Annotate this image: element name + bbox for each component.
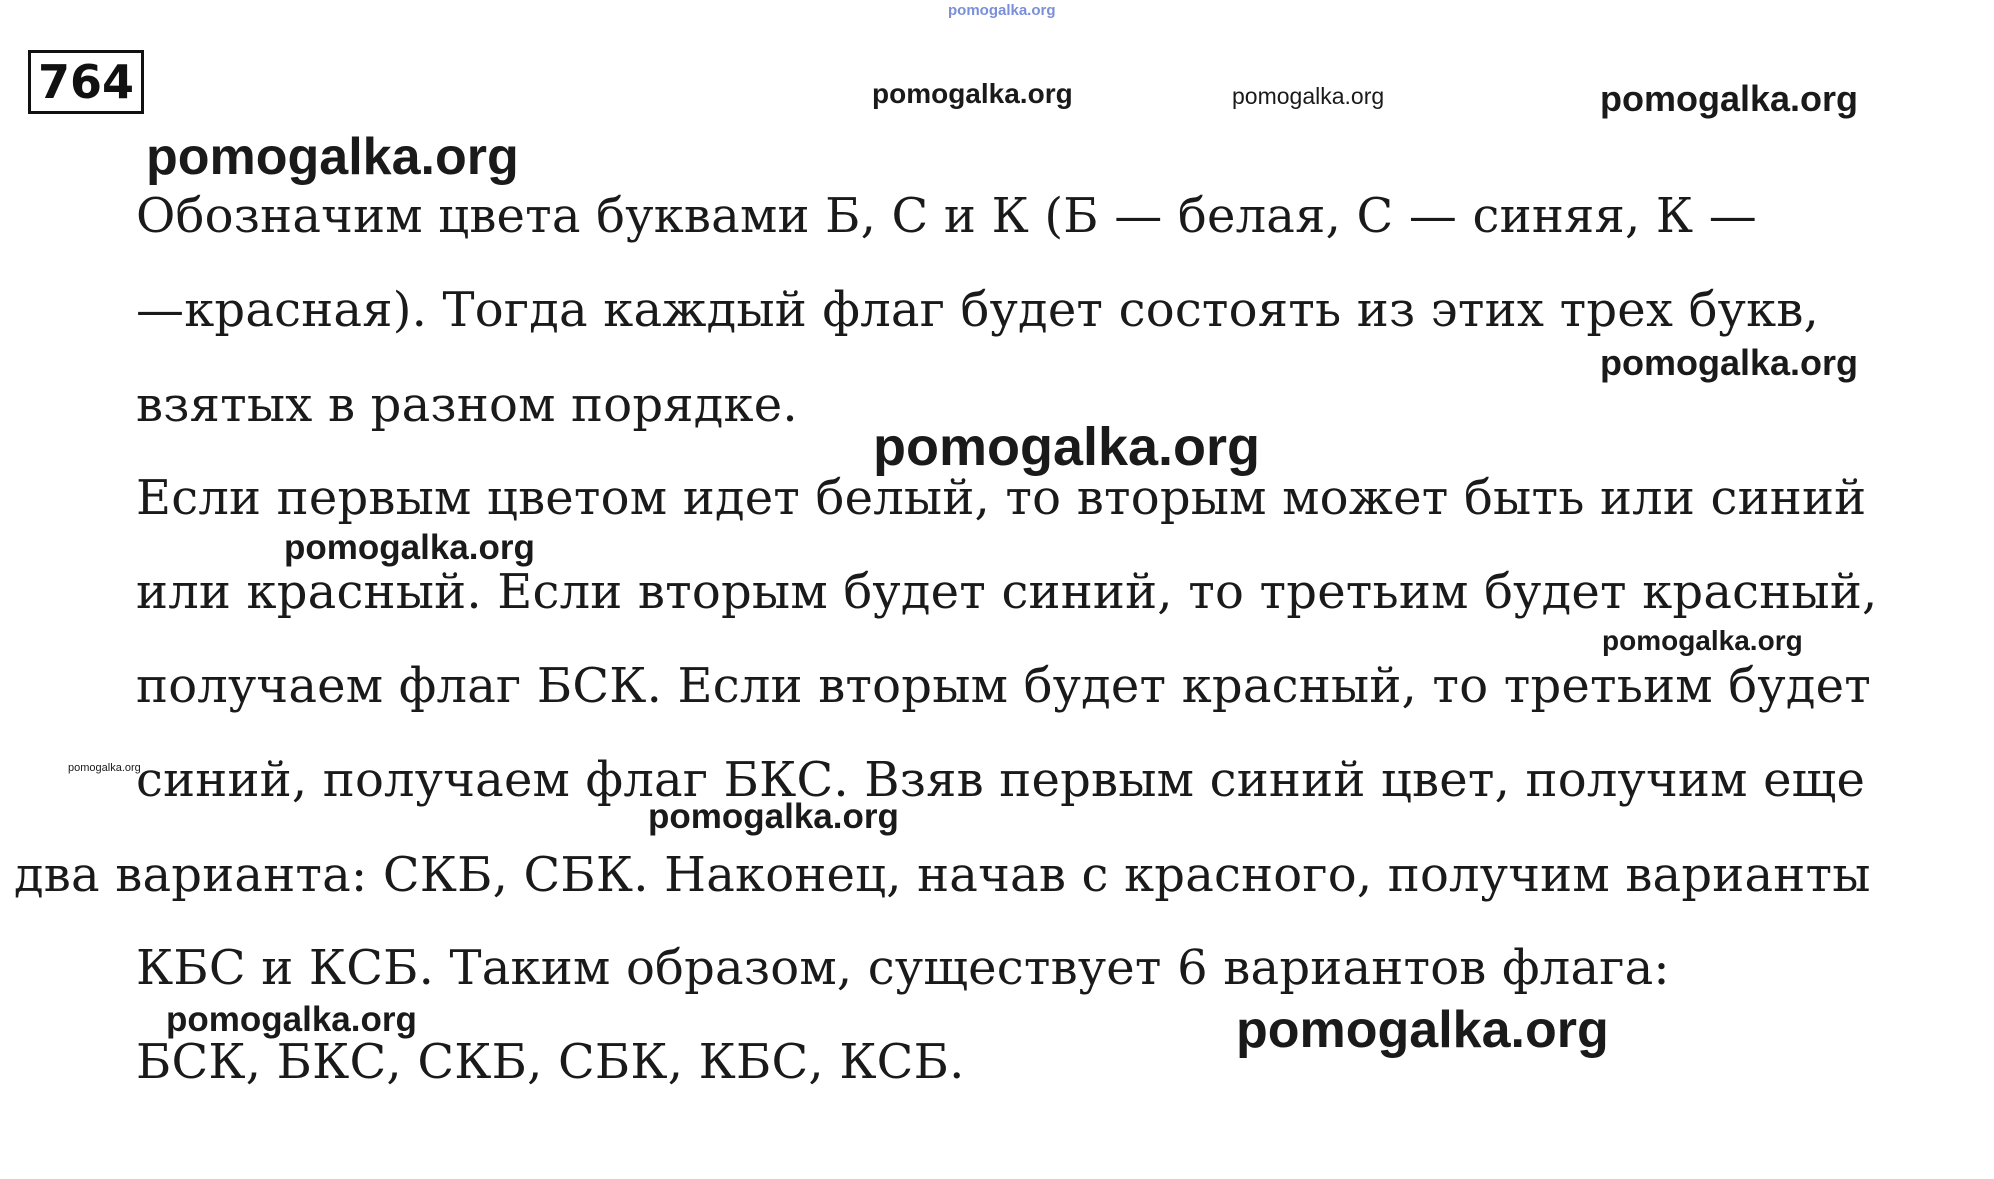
problem-number: 764 <box>28 50 144 114</box>
watermark: pomogalka.org <box>68 762 141 774</box>
watermark: pomogalka.org <box>1236 1001 1609 1059</box>
solution-line: или красный. Если вторым будет синий, то третьим будет красный, <box>136 564 1878 620</box>
watermark: pomogalka.org <box>648 797 899 836</box>
watermark: pomogalka.org <box>872 78 1073 109</box>
solution-line: —красная). Тогда каждый флаг будет состоять из этих трех букв, <box>136 282 1820 338</box>
watermark: pomogalka.org <box>166 1000 417 1039</box>
solution-line: получаем флаг БСК. Если вторым будет красный, то третьим будет <box>136 658 1871 714</box>
solution-line: БСК, БКС, СКБ, СБК, КБС, КСБ. <box>136 1034 965 1090</box>
watermark: pomogalka.org <box>1602 625 1803 656</box>
watermark: pomogalka.org <box>284 528 535 567</box>
solution-line: синий, получаем флаг БКС. Взяв первым синий цвет, получим еще <box>136 752 1866 808</box>
watermark: pomogalka.org <box>146 128 519 186</box>
watermark: pomogalka.org <box>873 417 1261 477</box>
solution-line: Обозначим цвета буквами Б, С и К (Б — белая, С — синяя, К — <box>136 188 1757 244</box>
watermark-top: pomogalka.org <box>948 2 1056 19</box>
watermark: pomogalka.org <box>1232 83 1385 109</box>
solution-line: взятых в разном порядке. <box>136 377 798 433</box>
solution-line: КБС и КСБ. Таким образом, существует 6 вариантов флага: <box>136 940 1670 996</box>
watermark: pomogalka.org <box>1600 342 1859 383</box>
solution-line: Если первым цветом идет белый, то вторым может быть или синий <box>136 470 1867 526</box>
solution-line: два варианта: СКБ, СБК. Наконец, начав с красного, получим варианты <box>14 847 1871 903</box>
watermark: pomogalka.org <box>1600 78 1859 119</box>
